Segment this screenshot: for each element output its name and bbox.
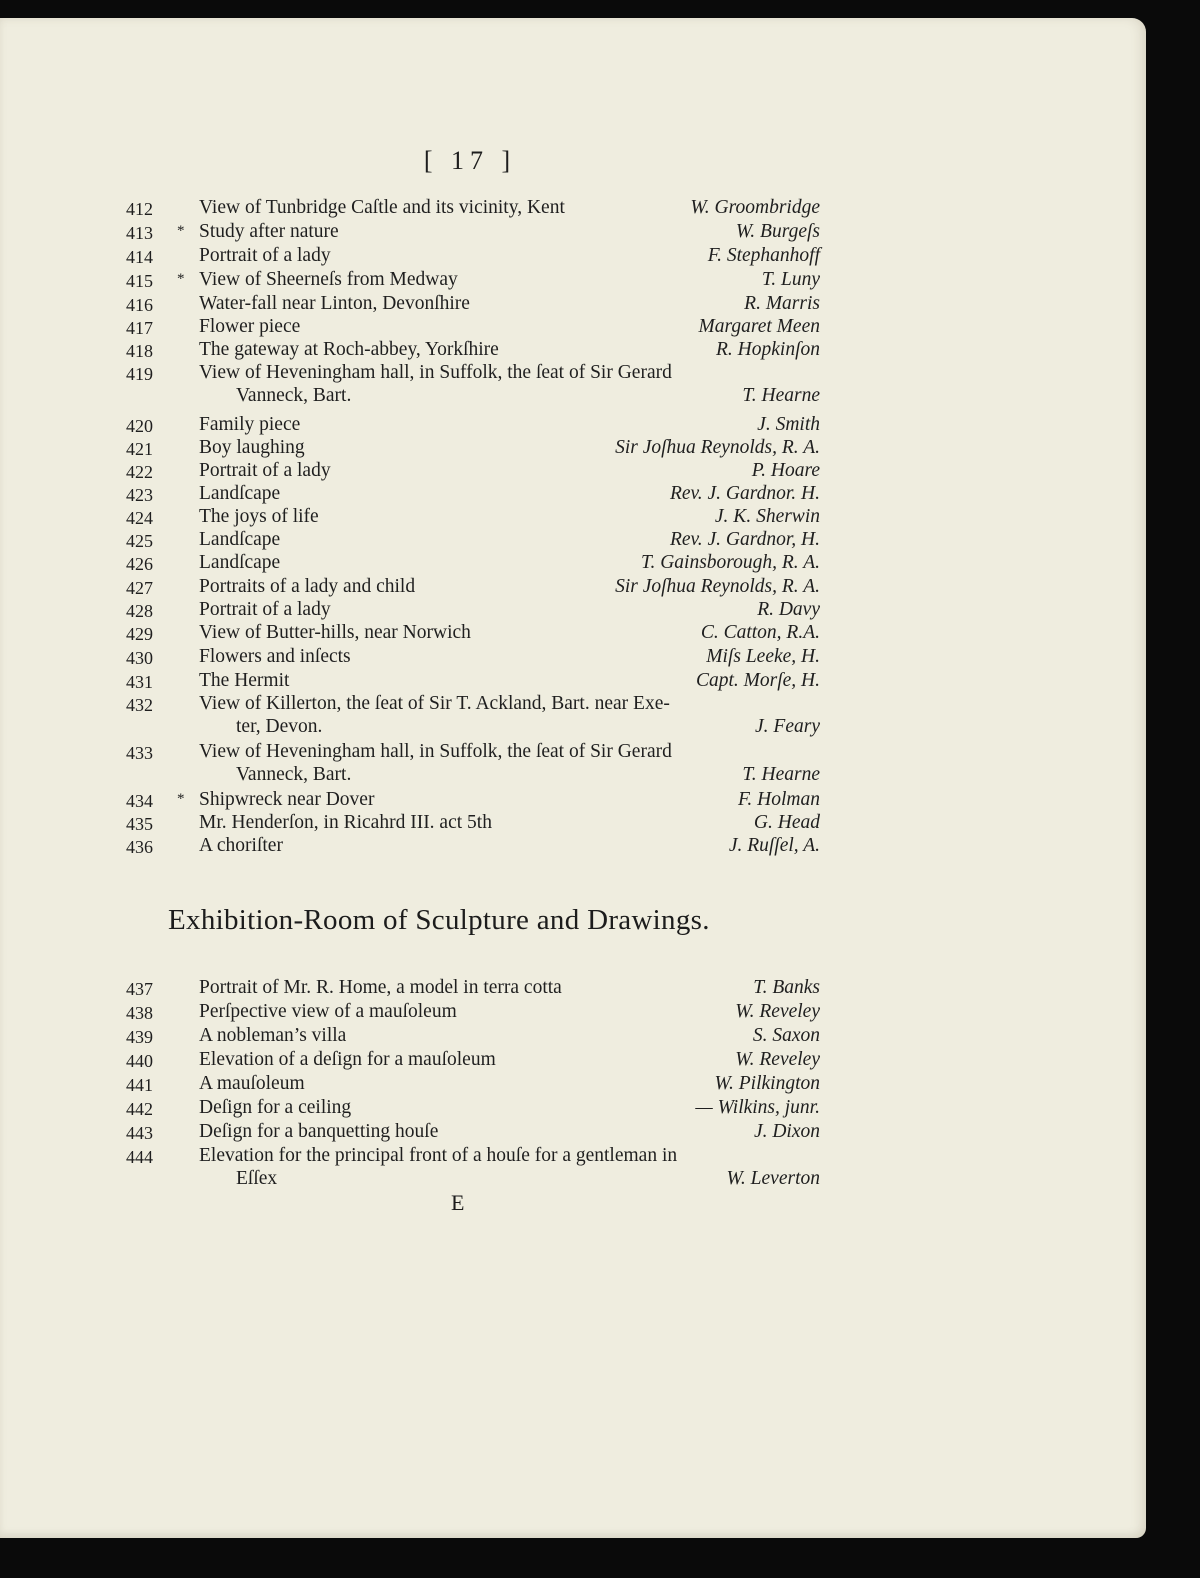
section-heading: Exhibition-Room of Sculpture and Drawings. xyxy=(168,904,710,936)
entry-number: 412 xyxy=(126,199,153,219)
catalogue-entry xyxy=(0,1048,820,1071)
entry-title: The gateway at Roch-abbey, Yorkſhire xyxy=(199,339,499,360)
engraving-asterisk: * xyxy=(177,223,185,239)
catalogue-entry xyxy=(0,1024,820,1047)
entry-title-continuation: Vanneck, Bart. xyxy=(236,764,352,785)
entry-title: Family piece xyxy=(199,414,301,435)
entry-number: 413 xyxy=(126,223,153,243)
entry-title: Perſpective view of a mauſoleum xyxy=(199,1001,457,1022)
entry-title: Elevation for the principal front of a houſe for a gentleman in xyxy=(199,1145,678,1166)
catalogue-entry xyxy=(0,1120,820,1143)
entry-artist: T. Hearne xyxy=(742,385,820,406)
entry-number: 442 xyxy=(126,1099,153,1119)
entry-artist: W. Groombridge xyxy=(690,197,820,218)
entry-title: View of Sheerneſs from Medway xyxy=(199,269,458,290)
entry-number: 433 xyxy=(126,743,153,763)
entry-title: A nobleman’s villa xyxy=(199,1025,347,1046)
entry-artist: W. Reveley xyxy=(735,1049,820,1070)
entry-artist: S. Saxon xyxy=(752,1025,820,1046)
entry-artist: T. Hearne xyxy=(742,764,820,785)
entry-number: 419 xyxy=(126,364,153,384)
catalogue-entry xyxy=(0,1072,820,1095)
entry-number: 414 xyxy=(126,247,153,267)
entry-number: 429 xyxy=(126,624,153,644)
entry-number: 438 xyxy=(126,1003,153,1023)
entry-title: Landſcape xyxy=(199,552,281,573)
entry-title-continuation: ter, Devon. xyxy=(236,716,323,737)
entry-title-continuation: Vanneck, Bart. xyxy=(236,385,352,406)
catalogue-entry xyxy=(0,1096,820,1119)
entry-number: 424 xyxy=(126,508,153,528)
catalogue-entry xyxy=(0,976,820,999)
entry-artist: Capt. Morſe, H. xyxy=(695,670,820,691)
entry-title-continuation: Eſſex xyxy=(236,1168,278,1189)
entry-title: Landſcape xyxy=(199,529,281,550)
entry-artist: C. Catton, R.A. xyxy=(700,622,820,643)
entry-artist: Sir Joſhua Reynolds, R. A. xyxy=(615,437,820,458)
entry-artist: R. Marris xyxy=(744,293,820,314)
entry-number: 422 xyxy=(126,462,153,482)
entry-number: 427 xyxy=(126,578,153,598)
entry-artist: G. Head xyxy=(753,812,820,833)
entry-title: Deſign for a banquetting houſe xyxy=(199,1121,439,1142)
entry-artist: F. Stephanhoff xyxy=(707,245,820,266)
entry-artist: J. Smith xyxy=(757,414,820,435)
catalogue-entry xyxy=(0,1144,820,1190)
entry-artist: Rev. J. Gardnor, H. xyxy=(669,529,820,550)
entry-title: The joys of life xyxy=(199,506,319,527)
entry-number: 430 xyxy=(126,648,153,668)
entry-number: 441 xyxy=(126,1075,153,1095)
entry-number: 440 xyxy=(126,1051,153,1071)
entry-artist: P. Hoare xyxy=(751,460,820,481)
entry-title: Portrait of Mr. R. Home, a model in terra cotta xyxy=(199,977,562,998)
entry-title: Study after nature xyxy=(199,221,339,242)
entry-title: Flower piece xyxy=(199,316,301,337)
entry-title: Shipwreck near Dover xyxy=(199,789,375,810)
entry-number: 417 xyxy=(126,318,153,338)
entry-artist: W. Leverton xyxy=(726,1168,820,1189)
entry-artist: Rev. J. Gardnor. H. xyxy=(669,483,820,504)
catalogue-entry xyxy=(0,1000,820,1023)
entry-artist: T. Banks xyxy=(753,977,820,998)
signature-mark: E xyxy=(451,1190,465,1215)
entry-artist: — Wilkins, junr. xyxy=(695,1097,820,1118)
entry-number: 415 xyxy=(126,271,153,291)
entry-number: 416 xyxy=(126,295,153,315)
entry-title: View of Butter-hills, near Norwich xyxy=(199,622,471,643)
entry-number: 425 xyxy=(126,531,153,551)
page-number-header: [ 17 ] xyxy=(423,146,517,175)
engraving-asterisk: * xyxy=(177,271,185,287)
entry-artist: T. Gainsborough, R. A. xyxy=(641,552,820,573)
entry-title: View of Heveningham hall, in Suffolk, the ſeat of Sir Gerard xyxy=(199,362,672,383)
entry-artist: W. Reveley xyxy=(735,1001,820,1022)
entry-number: 434 xyxy=(126,791,153,811)
engraving-asterisk: * xyxy=(177,791,185,807)
entry-title: Landſcape xyxy=(199,483,281,504)
entry-number: 444 xyxy=(126,1147,153,1167)
entry-artist: F. Holman xyxy=(738,789,820,810)
entry-title: Portrait of a lady xyxy=(199,599,331,620)
entry-artist: J. K. Sherwin xyxy=(714,506,820,527)
entry-title: Water-fall near Linton, Devonſhire xyxy=(199,293,470,314)
entry-artist: Miſs Leeke, H. xyxy=(706,646,820,667)
entry-number: 418 xyxy=(126,341,153,361)
entry-artist: J. Ruſſel, A. xyxy=(728,835,820,856)
entry-number: 436 xyxy=(126,837,153,857)
entry-title: View of Heveningham hall, in Suffolk, the ſeat of Sir Gerard xyxy=(199,741,672,762)
entry-artist: J. Dixon xyxy=(753,1121,820,1142)
document-page xyxy=(0,18,1146,1538)
entry-artist: R. Davy xyxy=(757,599,820,620)
entry-number: 428 xyxy=(126,601,153,621)
entry-artist: J. Feary xyxy=(755,716,820,737)
entry-title: Mr. Henderſon, in Ricahrd III. act 5th xyxy=(199,812,492,833)
catalogue-list-sculpture-drawings xyxy=(0,18,1146,1538)
entry-number: 443 xyxy=(126,1123,153,1143)
entry-number: 432 xyxy=(126,695,153,715)
entry-title: Boy laughing xyxy=(199,437,305,458)
entry-title: View of Tunbridge Caſtle and its vicinity, Kent xyxy=(199,197,565,218)
entry-title: Portrait of a lady xyxy=(199,460,331,481)
entry-number: 421 xyxy=(126,439,153,459)
entry-artist: Sir Joſhua Reynolds, R. A. xyxy=(615,576,820,597)
entry-artist: W. Burgeſs xyxy=(735,221,820,242)
entry-title: Flowers and inſects xyxy=(199,646,351,667)
entry-title: The Hermit xyxy=(199,670,290,691)
entry-title: View of Killerton, the ſeat of Sir T. Ackland, Bart. near Exe- xyxy=(199,693,670,714)
entry-title: A choriſter xyxy=(199,835,283,856)
entry-number: 426 xyxy=(126,554,153,574)
entry-title: Portrait of a lady xyxy=(199,245,331,266)
entry-title: A mauſoleum xyxy=(199,1073,305,1094)
entry-number: 437 xyxy=(126,979,153,999)
entry-title: Elevation of a deſign for a mauſoleum xyxy=(199,1049,496,1070)
entry-number: 439 xyxy=(126,1027,153,1047)
entry-number: 435 xyxy=(126,814,153,834)
entry-artist: Margaret Meen xyxy=(698,316,820,337)
entry-title: Portraits of a lady and child xyxy=(199,576,416,597)
entry-title: Deſign for a ceiling xyxy=(199,1097,352,1118)
entry-number: 431 xyxy=(126,672,153,692)
entry-number: 420 xyxy=(126,416,153,436)
entry-number: 423 xyxy=(126,485,153,505)
entry-artist: R. Hopkinſon xyxy=(716,339,820,360)
entry-artist: W. Pilkington xyxy=(714,1073,820,1094)
entry-artist: T. Luny xyxy=(761,269,820,290)
